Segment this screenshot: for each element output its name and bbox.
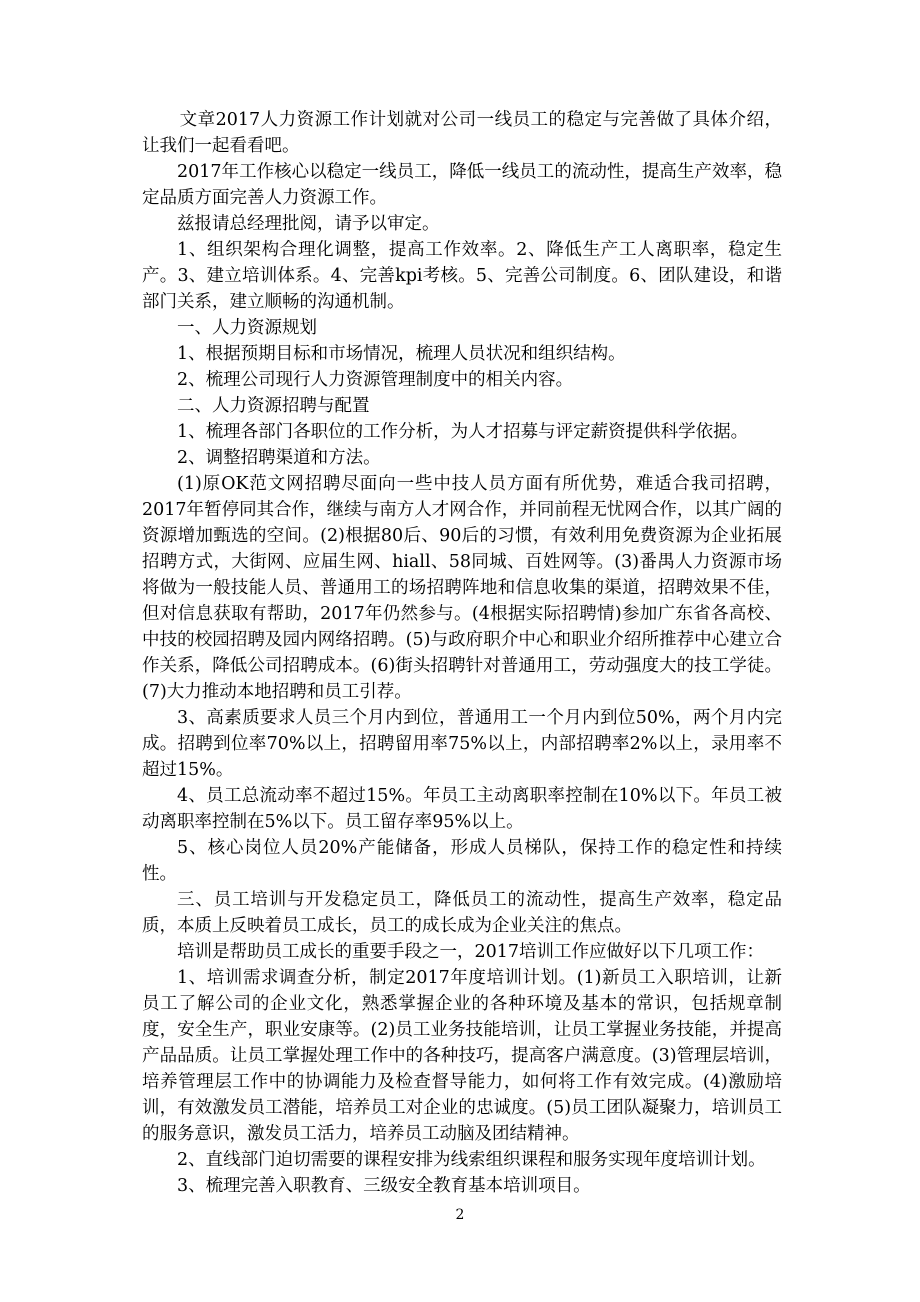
paragraph-training-intro: 培训是帮助员工成长的重要手段之一，2017培训工作应做好以下几项工作： bbox=[177, 942, 765, 962]
paragraph-intro: 文章2017人力资源工作计划就对公司一线员工的稳定与完善做了具体介绍，让我们一起看看吧。 bbox=[142, 110, 782, 156]
paragraph-recruitment-channels: (1)原OK范文网招聘尽面向一些中技人员方面有所优势，难适合我司招聘，2017年暂停同其合作，继续与南方人才网合作，并同前程无忧网合作，以其广阔的资源增加甄选的空间。(2)根据80后、90后的习惯，有效利用免费资源为企业拓展招聘方式，大街网、应届生网、hiall、58同城、百姓网等。(3)番禺人力资源市场将做为一般技能人员、普通用工的场招聘阵地和信息收集的渠道，招聘效果不佳，但对信息获取有帮助，2017年仍然参与。(4根据实际招聘情)参加广东省各高校、中技的校园招聘及园内网络招聘。(5)与政府职介中心和职业介绍所推荐中心建立合作关系，降低公司招聘成本。(6)街头招聘针对普通用工，劳动强度大的技工学徒。(7)大力推动本地招聘和员工引荐。 bbox=[142, 474, 782, 702]
paragraph-recruitment-3: 3、高素质要求人员三个月内到位，普通用工一个月内到位50%，两个月内完成。招聘到位率70%以上，招聘留用率75%以上，内部招聘率2%以上，录用率不超过15%。 bbox=[142, 708, 782, 780]
paragraph-recruitment-2: 2、调整招聘渠道和方法。 bbox=[177, 448, 381, 468]
section-heading-training: 三、员工培训与开发稳定员工，降低员工的流动性，提高生产效率，稳定品质，本质上反映着员工成长，员工的成长成为企业关注的焦点。 bbox=[142, 890, 782, 936]
paragraph-planning-2: 2、梳理公司现行人力资源管理制度中的相关内容。 bbox=[177, 370, 574, 390]
paragraph-planning-1: 1、根据预期目标和市场情况，梳理人员状况和组织结构。 bbox=[177, 344, 626, 364]
paragraph-training-1: 1、培训需求调查分析，制定2017年度培训计划。(1)新员工入职培训，让新员工了解公司的企业文化，熟悉掌握企业的各种环境及基本的常识，包括规章制度，安全生产，职业安康等。(2)员工业务技能培训，让员工掌握业务技能，并提高产品品质。让员工掌握处理工作中的各种技巧，提高客户满意度。(3)管理层培训，培养管理层工作中的协调能力及检查督导能力，如何将工作有效完成。(4)激励培训，有效激发员工潜能，培养员工对企业的忠诚度。(5)员工团队凝聚力，培训员工的服务意识，激发员工活力，培养员工动脑及团结精神。 bbox=[142, 968, 782, 1144]
paragraph-recruitment-5: 5、核心岗位人员20%产能储备，形成人员梯队，保持工作的稳定性和持续性。 bbox=[142, 838, 782, 884]
section-heading-planning: 一、人力资源规划 bbox=[177, 318, 317, 338]
paragraph-key-points: 1、组织架构合理化调整，提高工作效率。2、降低生产工人离职率，稳定生产。3、建立培训体系。4、完善kpi考核。5、完善公司制度。6、团队建设，和谐部门关系，建立顺畅的沟通机制。 bbox=[142, 240, 782, 312]
section-heading-recruitment: 二、人力资源招聘与配置 bbox=[177, 396, 370, 416]
paragraph-core-goal: 2017年工作核心以稳定一线员工，降低一线员工的流动性，提高生产效率，稳定品质方面完善人力资源工作。 bbox=[142, 162, 782, 208]
paragraph-training-3: 3、梳理完善入职教育、三级安全教育基本培训项目。 bbox=[177, 1176, 591, 1196]
paragraph-recruitment-4: 4、员工总流动率不超过15%。年员工主动离职率控制在10%以下。年员工被动离职率控制在5%以下。员工留存率95%以上。 bbox=[142, 786, 782, 832]
document-body bbox=[142, 107, 782, 1199]
paragraph-recruitment-1: 1、梳理各部门各职位的工作分析，为人才招募与评定薪资提供科学依据。 bbox=[177, 422, 749, 442]
page-number: 2 bbox=[455, 1207, 465, 1223]
paragraph-approval-request: 兹报请总经理批阅，请予以审定。 bbox=[177, 214, 440, 234]
paragraph-training-2: 2、直线部门迫切需要的课程安排为线索组织课程和服务实现年度培训计划。 bbox=[177, 1150, 766, 1170]
